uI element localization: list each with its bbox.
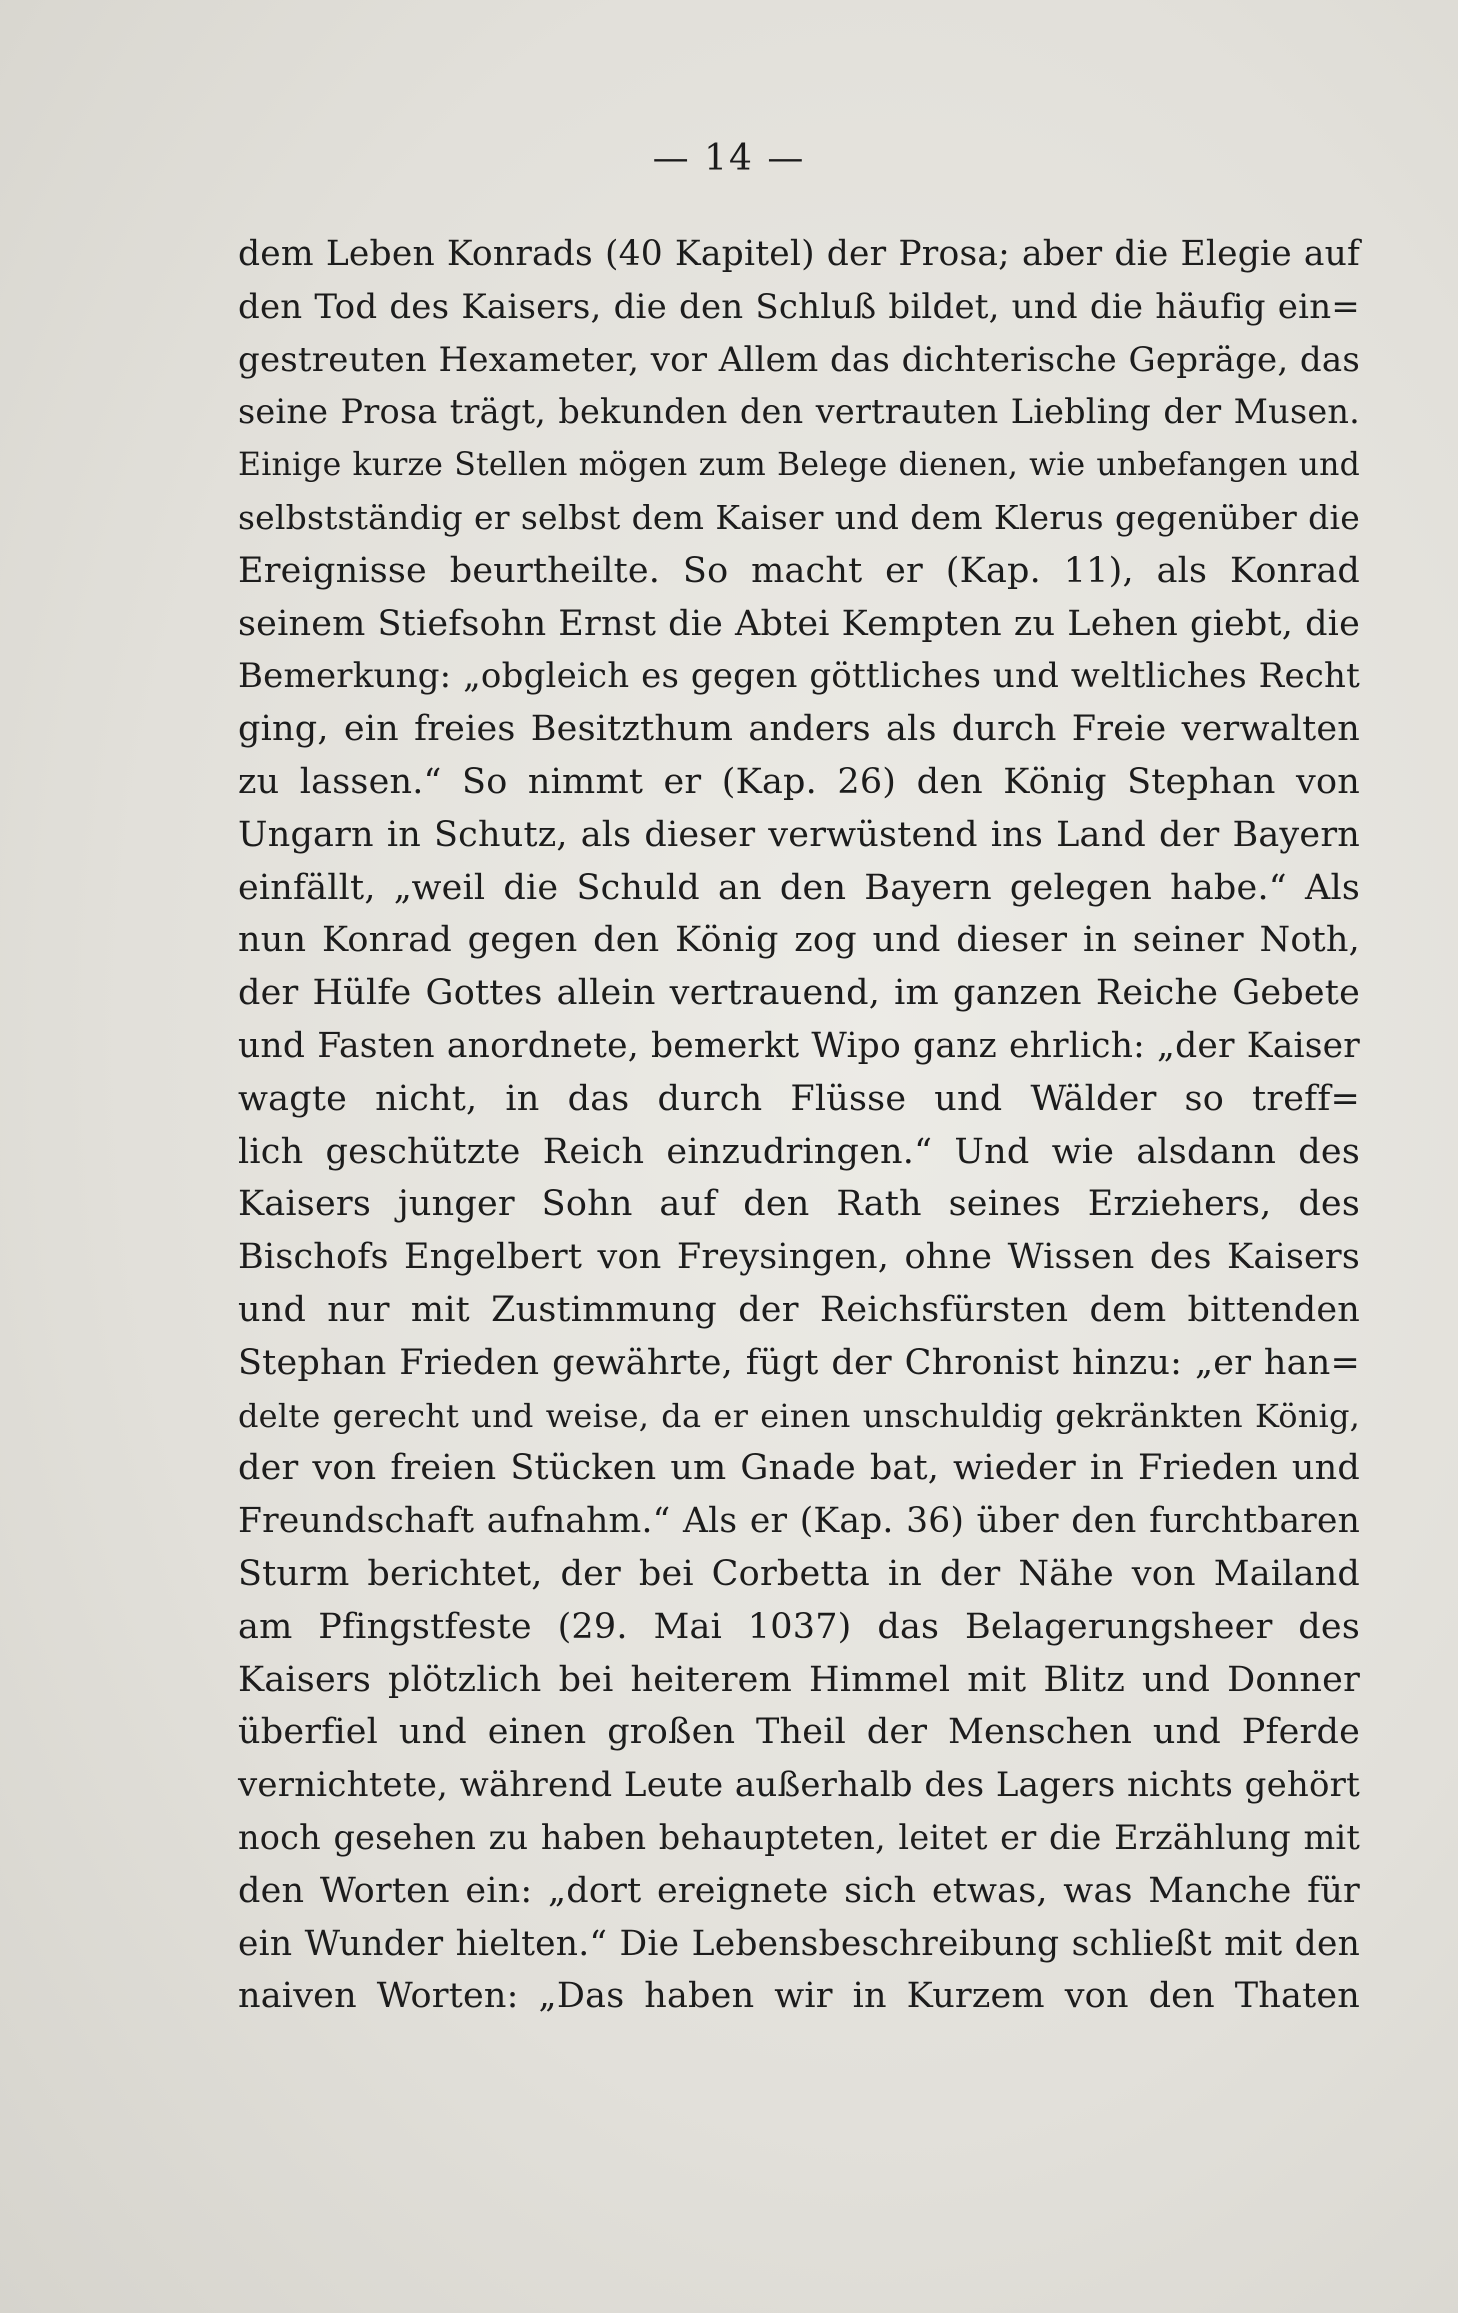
text-line: zu lassen.“ So nimmt er (Kap. 26) den König Stephan von bbox=[238, 761, 1360, 802]
text-line: am Pfingstfeste (29. Mai 1037) das Belagerungsheer des bbox=[238, 1606, 1360, 1647]
text-line: Bemerkung: „obgleich es gegen göttliches und weltliches Recht bbox=[238, 656, 1360, 697]
text-line: Freundschaft aufnahm.“ Als er (Kap. 36) über den furchtbaren bbox=[238, 1501, 1360, 1542]
text-line: lich geschützte Reich einzudringen.“ Und wie alsdann des bbox=[238, 1131, 1360, 1172]
text-line: und nur mit Zustimmung der Reichsfürsten dem bittenden bbox=[238, 1289, 1360, 1330]
text-line: nun Konrad gegen den König zog und dieser in seiner Noth, bbox=[238, 920, 1360, 961]
text-line: Bischofs Engelbert von Freysingen, ohne Wissen des Kaisers bbox=[238, 1237, 1360, 1278]
text-line: gestreuten Hexameter, vor Allem das dichterische Gepräge, das bbox=[238, 339, 1360, 380]
text-line: und Fasten anordnete, bemerkt Wipo ganz ehrlich: „der Kaiser bbox=[238, 1025, 1360, 1066]
text-line: Stephan Frieden gewährte, fügt der Chronist hinzu: „er han= bbox=[238, 1342, 1360, 1383]
text-line: Einige kurze Stellen mögen zum Belege dienen, wie unbefangen und bbox=[238, 447, 1360, 484]
text-line: ein Wunder hielten.“ Die Lebensbeschreibung schließt mit den bbox=[238, 1923, 1360, 1964]
text-line: Kaisers junger Sohn auf den Rath seines Erziehers, des bbox=[238, 1184, 1360, 1225]
text-line: vernichtete, während Leute außerhalb des Lagers nichts gehört bbox=[238, 1765, 1360, 1806]
text-line: selbstständig er selbst dem Kaiser und dem Klerus gegenüber die bbox=[238, 497, 1360, 537]
body-text bbox=[238, 228, 1360, 2023]
text-line: delte gerecht und weise, da er einen unschuldig gekränkten König, bbox=[238, 1396, 1360, 1435]
text-line: naiven Worten: „Das haben wir in Kurzem von den Thaten bbox=[238, 1976, 1360, 2017]
text-line: seine Prosa trägt, bekunden den vertrauten Liebling der Musen. bbox=[238, 392, 1360, 432]
text-line: Ungarn in Schutz, als dieser verwüstend ins Land der Bayern bbox=[238, 814, 1360, 855]
text-line: seinem Stiefsohn Ernst die Abtei Kempten zu Lehen giebt, die bbox=[238, 603, 1360, 644]
text-line: wagte nicht, in das durch Flüsse und Wälder so treff= bbox=[238, 1078, 1360, 1119]
text-line: überfiel und einen großen Theil der Menschen und Pferde bbox=[238, 1712, 1360, 1753]
text-line: dem Leben Konrads (40 Kapitel) der Prosa; aber die Elegie auf bbox=[238, 234, 1360, 274]
text-line: Ereignisse beurtheilte. So macht er (Kap. 11), als Konrad bbox=[238, 550, 1360, 591]
text-line: der Hülfe Gottes allein vertrauend, im ganzen Reiche Gebete bbox=[238, 973, 1360, 1014]
text-line: den Worten ein: „dort ereignete sich etwas, was Manche für bbox=[238, 1870, 1360, 1911]
text-line: Kaisers plötzlich bei heiterem Himmel mit Blitz und Donner bbox=[238, 1659, 1360, 1700]
text-line: ging, ein freies Besitzthum anders als durch Freie verwalten bbox=[238, 709, 1360, 750]
page-number: — 14 — bbox=[652, 138, 806, 179]
text-line: den Tod des Kaisers, die den Schluß bildet, und die häufig ein= bbox=[238, 286, 1360, 327]
text-line: Sturm berichtet, der bei Corbetta in der Nähe von Mailand bbox=[238, 1553, 1360, 1594]
text-line: einfällt, „weil die Schuld an den Bayern gelegen habe.“ Als bbox=[238, 867, 1360, 908]
text-line: noch gesehen zu haben behaupteten, leitet er die Erzählung mit bbox=[238, 1817, 1360, 1857]
text-line: der von freien Stücken um Gnade bat, wieder in Frieden und bbox=[238, 1448, 1360, 1489]
